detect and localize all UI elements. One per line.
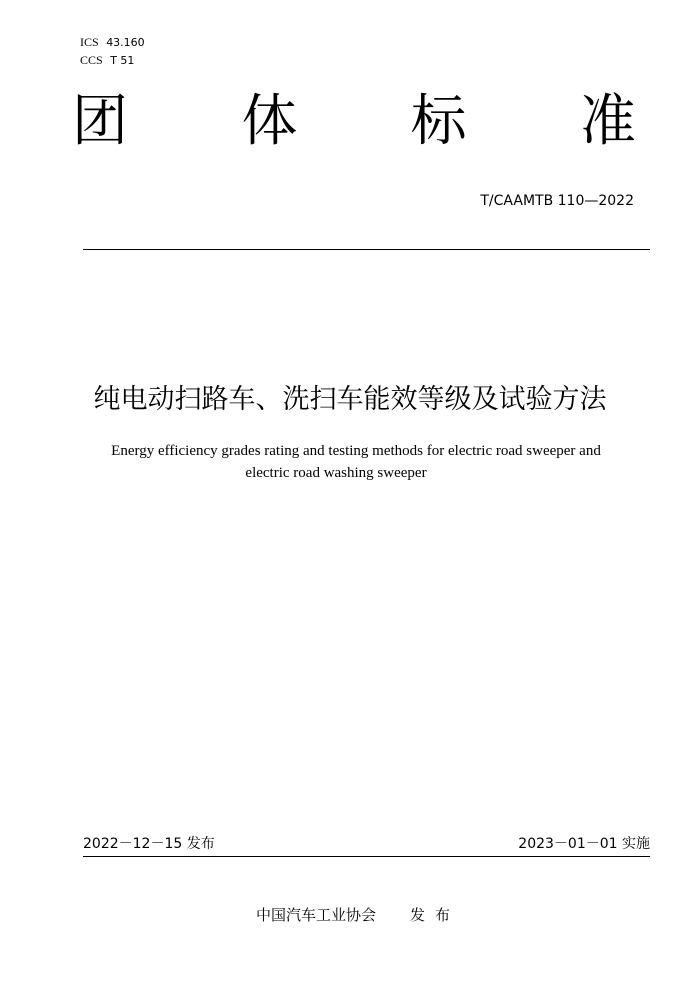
document-title-en-line-2: electric road washing sweeper [245, 465, 427, 481]
title-char-4: 准 [579, 89, 636, 154]
title-char-3: 标 [410, 89, 467, 154]
issue-date: 2022－12－15 发布 [83, 836, 215, 852]
ics-code [80, 35, 145, 50]
implementation-date: 2023－01－01 实施 [518, 836, 650, 852]
ccs-label: CCS [80, 53, 103, 67]
document-number: T/CAAMTB 110—2022 [480, 193, 634, 209]
title-char-1: 团 [72, 89, 128, 154]
publisher-line [256, 905, 460, 925]
ics-value: 43.160 [106, 36, 145, 49]
publisher-name: 中国汽车工业协会 [256, 906, 377, 924]
bottom-divider [83, 856, 650, 857]
ics-label: ICS [80, 35, 99, 49]
ccs-value: T 51 [110, 54, 135, 67]
standard-type-title [72, 86, 636, 158]
title-char-2: 体 [241, 89, 298, 154]
top-divider [83, 249, 650, 250]
publish-verb: 发布 [410, 906, 461, 924]
document-title-cn: 纯电动扫路车、洗扫车能效等级及试验方法 [93, 384, 607, 415]
document-title-en-line-1: Energy efficiency grades rating and testing methods for electric road sweeper and [111, 443, 601, 459]
ccs-code [80, 53, 134, 68]
